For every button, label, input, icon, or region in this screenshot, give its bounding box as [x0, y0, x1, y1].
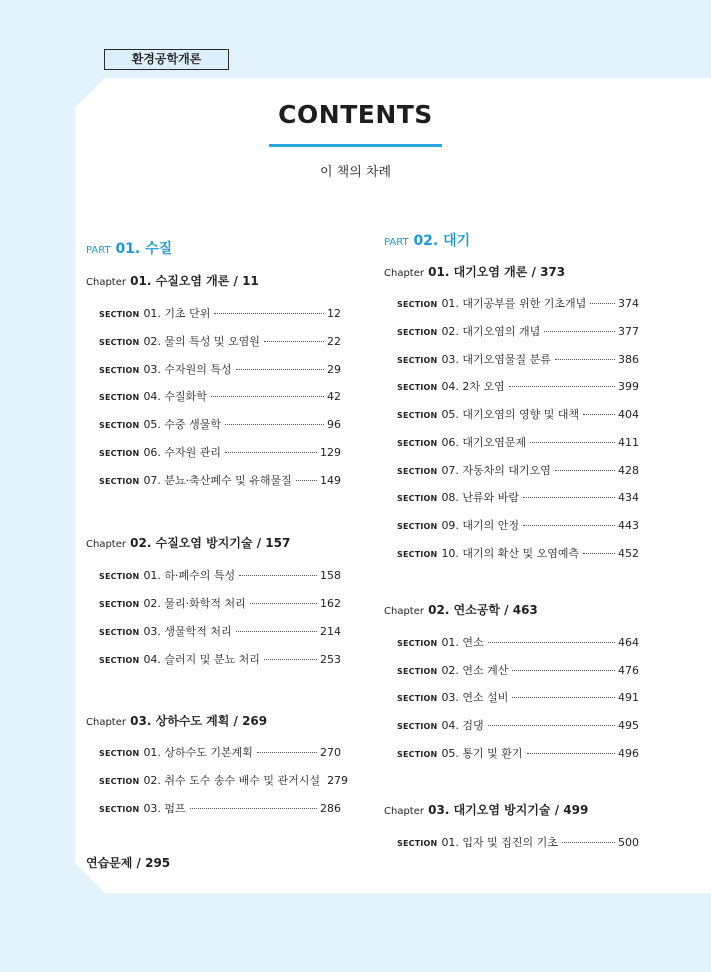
part-prefix: PART: [86, 245, 111, 256]
chapter-heading: [86, 272, 259, 289]
toc-entry[interactable]: SECTION 03. 연소 설비 491: [397, 691, 639, 704]
toc-entry[interactable]: SECTION 02. 물의 특성 및 오염원 22: [99, 335, 341, 348]
chapter-prefix: Chapter: [384, 268, 424, 279]
toc-entry[interactable]: SECTION 03. 생물학적 처리 214: [99, 625, 341, 638]
toc-entry[interactable]: SECTION 01. 연소 464: [397, 636, 639, 649]
toc-entry[interactable]: SECTION 10. 대기의 확산 및 오염예측 452: [397, 547, 639, 560]
toc-entry[interactable]: SECTION 02. 물리·화학적 처리 162: [99, 597, 341, 610]
chapter-label: 02. 수질오염 방지기술 / 157: [130, 536, 291, 550]
chapter-label: 01. 대기오염 개론 / 373: [428, 265, 566, 279]
title-underline: [269, 144, 442, 147]
toc-entry[interactable]: SECTION 05. 통기 및 환기 496: [397, 747, 639, 760]
toc-entry[interactable]: SECTION 09. 대기의 안정 443: [397, 519, 639, 532]
toc-entry[interactable]: SECTION 01. 하·폐수의 특성 158: [99, 569, 341, 582]
chapter-heading: [384, 263, 565, 280]
chapter-label: 02. 연소공학 / 463: [428, 603, 538, 617]
toc-entry[interactable]: SECTION 03. 수자원의 특성 29: [99, 363, 341, 376]
toc-entry[interactable]: SECTION 07. 분뇨·축산폐수 및 유해물질 149: [99, 474, 341, 487]
chapter-label: 03. 상하수도 계획 / 269: [130, 714, 268, 728]
part-prefix: PART: [384, 237, 409, 248]
chapter-label: 01. 수질오염 개론 / 11: [130, 274, 259, 288]
toc-entry[interactable]: SECTION 03. 대기오염물질 분류 386: [397, 353, 639, 366]
chapter-prefix: Chapter: [86, 717, 126, 728]
part-label: 01. 수질: [115, 241, 173, 257]
chapter-prefix: Chapter: [86, 539, 126, 550]
book-tag: 환경공학개론: [104, 49, 229, 70]
chapter-heading: [384, 801, 588, 818]
toc-entry[interactable]: SECTION 01. 입자 및 집진의 기초 500: [397, 836, 639, 849]
page-subtitle: 이 책의 차례: [319, 165, 392, 180]
toc-entry[interactable]: SECTION 02. 대기오염의 개념 377: [397, 325, 639, 338]
chapter-prefix: Chapter: [384, 606, 424, 617]
toc-entry[interactable]: SECTION 02. 취수 도수 송수 배수 및 관거시설 279: [99, 774, 349, 787]
part-heading: [384, 230, 470, 250]
toc-entry[interactable]: SECTION 06. 수자원 관리 129: [99, 446, 341, 459]
toc-entry[interactable]: SECTION 08. 난류와 바람 434: [397, 491, 639, 504]
toc-entry[interactable]: SECTION 02. 연소 계산 476: [397, 664, 639, 677]
chapter-heading: [86, 534, 290, 551]
chapter-label: 03. 대기오염 방지기술 / 499: [428, 803, 589, 817]
toc-entry[interactable]: SECTION 03. 펌프 286: [99, 802, 341, 815]
part-heading: [86, 238, 172, 258]
toc-entry[interactable]: SECTION 01. 상하수도 기본계획 270: [99, 746, 341, 759]
toc-entry[interactable]: SECTION 06. 대기오염문제 411: [397, 436, 639, 449]
page-title: CONTENTS: [278, 100, 433, 129]
toc-entry[interactable]: SECTION 05. 대기오염의 영향 및 대책 404: [397, 408, 639, 421]
toc-entry[interactable]: SECTION 05. 수중 생물학 96: [99, 418, 341, 431]
toc-entry[interactable]: SECTION 01. 기초 단위 12: [99, 307, 341, 320]
toc-entry[interactable]: SECTION 04. 슬러지 및 분뇨 처리 253: [99, 653, 341, 666]
toc-entry[interactable]: SECTION 04. 수질화학 42: [99, 390, 341, 403]
chapter-heading: [86, 712, 267, 729]
chapter-heading: [384, 601, 538, 618]
toc-entry[interactable]: SECTION 07. 자동차의 대기오염 428: [397, 464, 639, 477]
toc-entry[interactable]: SECTION 01. 대기공부를 위한 기초개념 374: [397, 297, 639, 310]
exercise-heading[interactable]: 연습문제 / 295: [86, 856, 171, 870]
part-label: 02. 대기: [413, 233, 471, 249]
toc-entry[interactable]: SECTION 04. 2차 오염 399: [397, 380, 639, 393]
chapter-prefix: Chapter: [384, 806, 424, 817]
chapter-prefix: Chapter: [86, 277, 126, 288]
toc-entry[interactable]: SECTION 04. 검댕 495: [397, 719, 639, 732]
